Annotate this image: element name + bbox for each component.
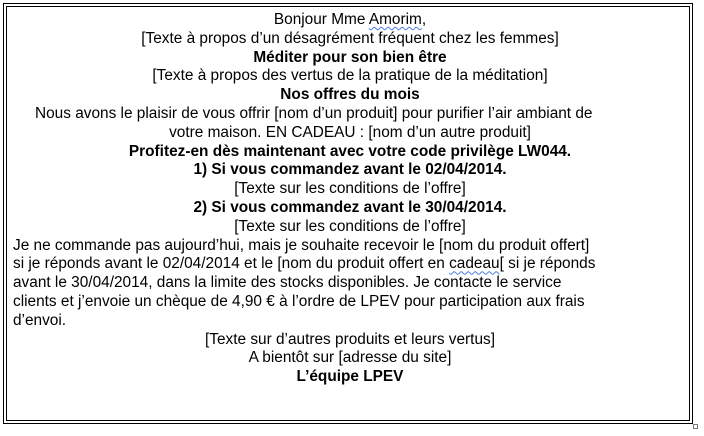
greeting-prefix: Bonjour Mme (273, 11, 369, 28)
offer-1-conditions: [Texte sur les conditions de l’offre] (234, 180, 466, 198)
greeting-suffix: , (421, 11, 427, 28)
offers-heading: Nos offres du mois (280, 86, 420, 104)
greeting (13, 11, 687, 30)
declaration-line-4: clients et j’envoie un chèque de 4,90 € à l’ordre de LPEV pour participation aux frais (13, 292, 585, 310)
offer-text-line-2: votre maison. EN CADEAU : [nom d’un autre produit] (169, 123, 531, 141)
intro-placeholder: [Texte à propos d’un désagrément fréquent chez les femmes] (141, 29, 559, 47)
offer-2-heading: 2) Si vous commandez avant le 30/04/2014. (193, 198, 507, 216)
site-line: A bientôt sur [adresse du site] (248, 349, 452, 367)
greeting-name: Amorim (368, 11, 422, 28)
offer-2-conditions: [Texte sur les conditions de l’offre] (234, 217, 466, 235)
signature: L’équipe LPEV (296, 368, 404, 386)
meditation-placeholder: [Texte à propos des vertus de la pratique de la méditation] (152, 67, 548, 85)
meditation-heading: Méditer pour son bien être (253, 48, 447, 66)
offer-text-line-1: Nous avons le plaisir de vous offrir [nom d’un produit] pour purifier l’air ambiant de (35, 104, 593, 122)
offer-1-heading: 1) Si vous commandez avant le 02/04/2014. (193, 161, 507, 179)
promo-line: Profitez-en dès maintenant avec votre code privilège LW044. (128, 142, 572, 160)
declaration-line-3: avant le 30/04/2014, dans la limite des stocks disponibles. Je contacte le service (13, 274, 562, 292)
resize-handle[interactable] (693, 424, 698, 429)
declaration-line-2-before: si je réponds avant le 02/04/2014 et le [nom du produit offert en (13, 255, 450, 273)
declaration-line-5: d’envoi. (13, 311, 67, 329)
letter-body (13, 11, 687, 387)
declaration-line-2-squiggle: cadeau[ (449, 255, 504, 273)
declaration-line-1: Je ne commande pas aujourd’hui, mais je souhaite recevoir le [nom du produit offert] (13, 236, 590, 254)
declaration-line-2 (13, 255, 687, 274)
other-products-placeholder: [Texte sur d’autres produits et leurs vertus] (205, 330, 495, 348)
declaration-line-2-after: si je réponds (503, 255, 596, 273)
